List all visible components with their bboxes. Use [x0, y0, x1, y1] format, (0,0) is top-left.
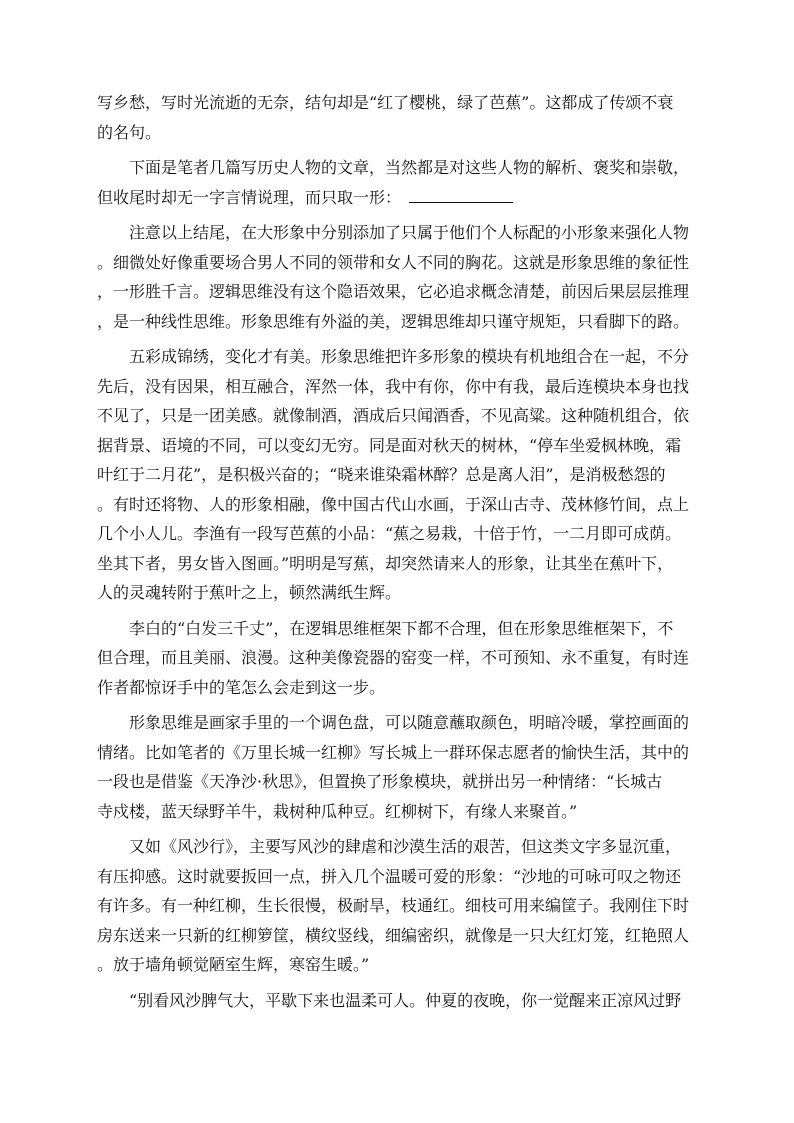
text-line: 寺戍楼，蓝天绿野羊牛，栽树种瓜种豆。红柳树下，有缘人来聚首。” — [97, 801, 578, 821]
text-line: 几个小人儿。李渔有一段写芭蕉的小品：“蕉之易栽，十倍于竹，一二月即可成荫。 — [97, 524, 682, 543]
text-line: 五彩成锦绣，变化才有美。形象思维把许多形象的模块有机地组合在一起，不分 — [129, 347, 690, 366]
text-line: 注意以上结尾，在大形象中分别添加了只属于他们个人标配的小形象来强化人物 — [129, 223, 690, 242]
text-line: 。放于墙角顿觉陋室生辉，寒窑生暖。” — [97, 955, 370, 974]
text-line: 写乡愁，写时光流逝的无奈，结句却是“红了樱桃，绿了芭蕉”。这都成了传颂不衰 — [97, 93, 674, 112]
text-line: 作者都惊讶手中的笔怎么会走到这一步。 — [97, 677, 386, 697]
text-line — [97, 183, 689, 213]
text-line: 叶红于二月花”，是积极兴奋的；“晓来谁染霜林醉？总是离人泪”，是消极愁怨的 — [97, 465, 666, 484]
text-line: 坐其下者，男女皆入图画。”明明是写蕉，却突然请来人的形象，让其坐在蕉叶下， — [97, 553, 674, 573]
text-line: 一段也是借鉴《天净沙·秋思》，但置换了形象模块，就拼出另一种情绪：“长城古 — [97, 772, 663, 791]
paragraph-5 — [97, 614, 689, 703]
text-line: 。有时还将物、人的形象相融，像中国古代山水画，于深山古寺、茂林修竹间，点上 — [97, 494, 690, 514]
paragraph-4 — [97, 342, 689, 608]
text-line: 有压抑感。这时就要扳回一点，拼入几个温暖可爱的形象：“沙地的可咏可叹之物还 — [97, 866, 682, 886]
text-line: 又如《风沙行》，主要写风沙的肆虐和沙漠生活的艰苦，但这类文字多显沉重， — [129, 837, 682, 856]
text-line: 有许多。有一种红柳，生长很慢，极耐旱，枝通红。细枝可用来编筐子。我刚住下时 — [97, 896, 690, 915]
text-line: 据背景、语境的不同，可以变幻无穷。同是面对秋天的树林，“停车坐爱枫林晚，霜 — [97, 435, 682, 455]
text-line: 不见了，只是一团美感。就像制酒，酒成后只闻酒香，不见高粱。这种随机组合，依 — [97, 406, 690, 425]
paragraph-3 — [97, 218, 689, 336]
text-line: ，一形胜千言。逻辑思维没有这个隐语效果，它必追求概念清楚，前因后果层层推理 — [97, 282, 690, 301]
text-line: 李白的“白发三千丈”，在逻辑思维框架下都不合理，但在形象思维框架下，不 — [129, 618, 674, 638]
text-line: 下面是笔者几篇写历史人物的文章，当然都是对这些人物的解析、褒奖和崇敬， — [129, 158, 690, 177]
paragraph-6 — [97, 708, 689, 826]
text-line: 房东送来一只新的红柳箩筐，横纹竖线，细编密织，就像是一只大红灯笼，红艳照人 — [97, 925, 690, 945]
text-line: “别看风沙脾气大，平歇下来也温柔可人。仲夏的夜晚，你一觉醒来正凉风过野 — [129, 990, 682, 1010]
text-line: 人的灵魂转附于蕉叶之上，顿然满纸生辉。 — [97, 583, 402, 602]
text-line-content: 但收尾时却无一字言情说理，而只取一形： — [97, 187, 402, 207]
paragraph-2 — [97, 153, 689, 212]
text-line: ，是一种线性思维。形象思维有外溢的美，逻辑思维却只谨守规矩，只看脚下的路。 — [97, 311, 690, 331]
paragraph-8 — [97, 986, 689, 1016]
text-line: 。细微处好像重要场合男人不同的领带和女人不同的胸花。这就是形象思维的象征性 — [97, 252, 690, 272]
text-line: 情绪。比如笔者的《万里长城一红柳》写长城上一群环保志愿者的愉快生活，其中的 — [97, 742, 690, 762]
paragraph-1 — [97, 88, 689, 147]
text-line: 但合理，而且美丽、浪漫。这种美像瓷器的窑变一样，不可预知、永不重复，有时连 — [97, 648, 690, 667]
text-line: 的名句。 — [97, 122, 162, 142]
text-line: 先后，没有因果，相互融合，浑然一体，我中有你，你中有我，最后连模块本身也找 — [97, 376, 690, 396]
paragraph-7 — [97, 832, 689, 980]
article-body — [97, 88, 689, 1015]
fill-in-blank — [409, 188, 513, 203]
text-line: 形象思维是画家手里的一个调色盘，可以随意蘸取颜色，明暗冷暖，掌控画面的 — [129, 713, 690, 732]
